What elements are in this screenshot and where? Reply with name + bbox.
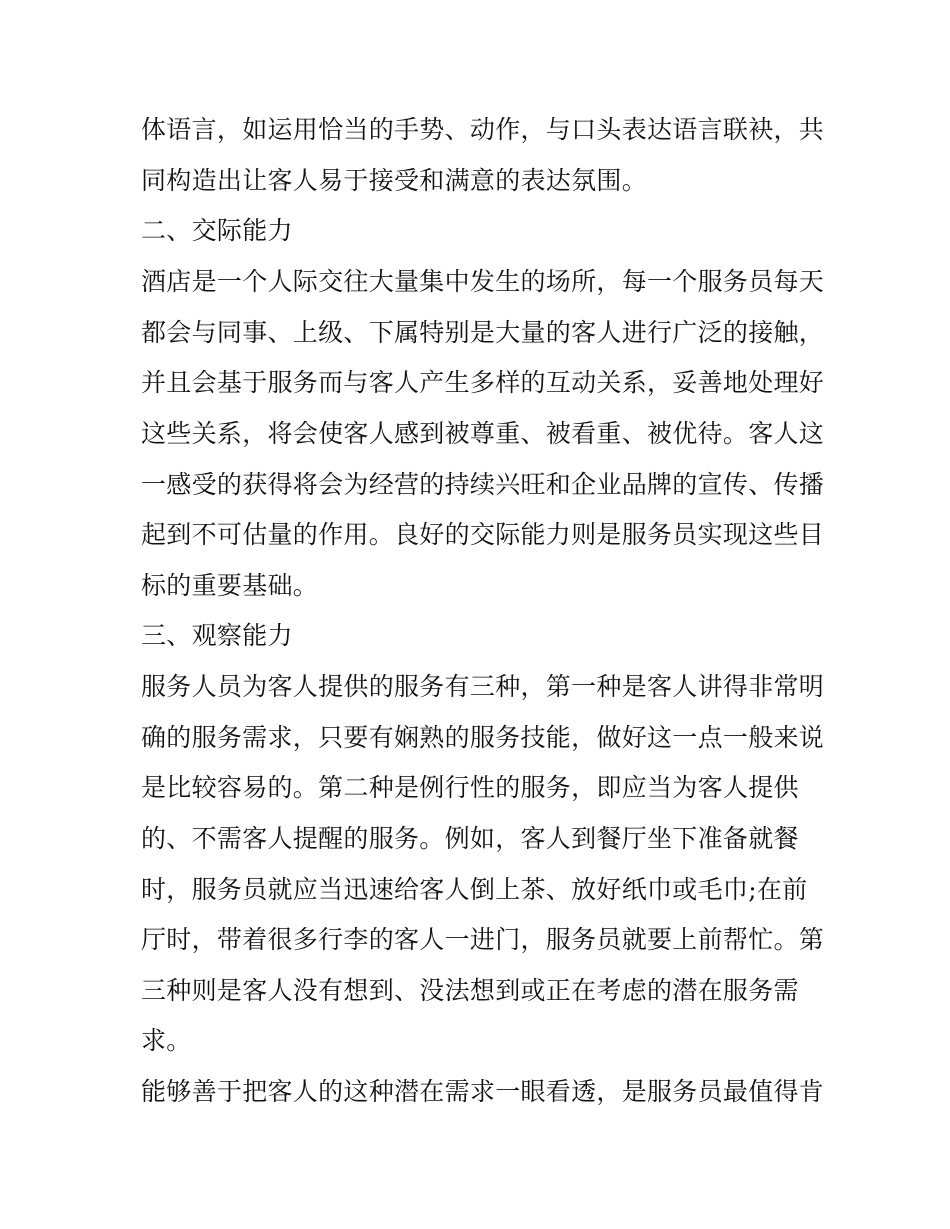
- section-heading: 三、观察能力: [141, 621, 293, 650]
- text-line: 同构造出让客人易于接受和满意的表达氛围。: [141, 166, 648, 195]
- text-line: 时，服务员就应当迅速给客人倒上茶、放好纸巾或毛巾;在前: [141, 875, 808, 904]
- text-line: 体语言，如运用恰当的手势、动作，与口头表达语言联袂，共: [141, 115, 825, 144]
- text-line: 都会与同事、上级、下属特别是大量的客人进行广泛的接触，: [141, 318, 825, 347]
- text-line: 这些关系，将会使客人感到被尊重、被看重、被优待。客人这: [141, 419, 825, 448]
- text-line: 厅时，带着很多行李的客人一进门，服务员就要上前帮忙。第: [141, 925, 825, 954]
- text-line: 一感受的获得将会为经营的持续兴旺和企业品牌的宣传、传播: [141, 470, 825, 499]
- text-line: 求。: [141, 1026, 192, 1055]
- text-line: 三种则是客人没有想到、没法想到或正在考虑的潜在服务需: [141, 976, 799, 1005]
- text-line: 标的重要基础。: [141, 571, 319, 600]
- section-heading: 二、交际能力: [141, 216, 293, 245]
- text-line: 酒店是一个人际交往大量集中发生的场所，每一个服务员每天: [141, 267, 825, 296]
- text-line: 服务人员为客人提供的服务有三种，第一种是客人讲得非常明: [141, 672, 825, 701]
- text-line: 起到不可估量的作用。良好的交际能力则是服务员实现这些目: [141, 520, 825, 549]
- text-line: 确的服务需求，只要有娴熟的服务技能，做好这一点一般来说: [141, 723, 825, 752]
- text-line: 的、不需客人提醒的服务。例如，客人到餐厅坐下准备就餐: [141, 824, 799, 853]
- text-line: 是比较容易的。第二种是例行性的服务，即应当为客人提供: [141, 773, 799, 802]
- text-line: 能够善于把客人的这种潜在需求一眼看透，是服务员最值得肯: [141, 1077, 825, 1106]
- text-line: 并且会基于服务而与客人产生多样的互动关系，妥善地处理好: [141, 368, 825, 397]
